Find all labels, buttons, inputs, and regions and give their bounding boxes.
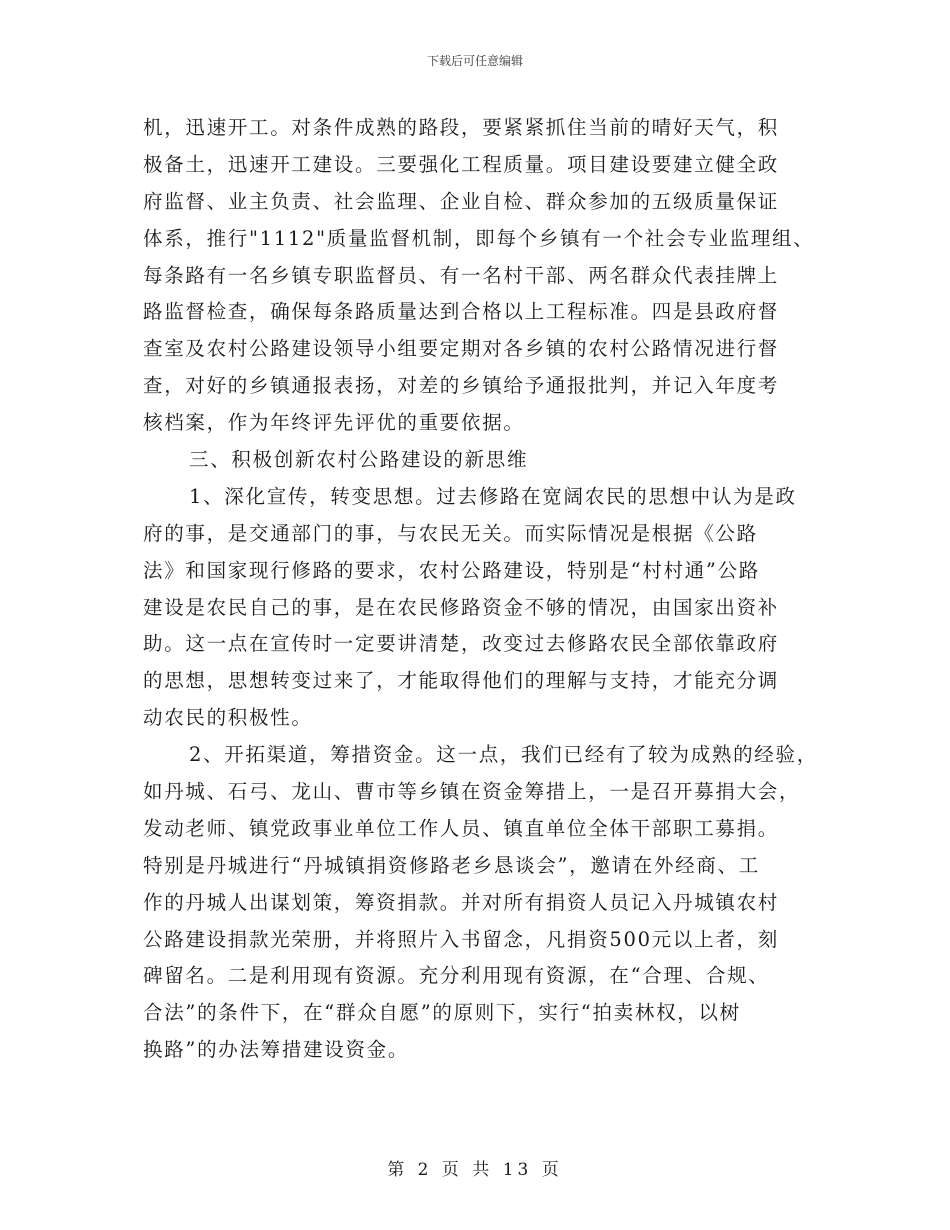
text-line: 每条路有一名乡镇专职监督员、有一名村干部、两名群众代表挂牌上 xyxy=(143,263,780,287)
text-line: 特别是丹城进行“丹城镇捐资修路老乡恳谈会”，邀请在外经商、工 xyxy=(143,853,760,877)
text-line: 府监督、业主负责、社会监理、企业自检、群众参加的五级质量保证 xyxy=(143,189,780,213)
page-footer: 第 2 页 共 13 页 xyxy=(387,1160,563,1180)
text-line: 建设是农民自己的事，是在农民修路资金不够的情况，由国家出资补 xyxy=(143,595,780,619)
text-line: 极备土，迅速开工建设。三要强化工程质量。项目建设要建立健全政 xyxy=(143,152,780,176)
text-line: 作的丹城人出谋划策，筹资捐款。并对所有捐资人员记入丹城镇农村 xyxy=(143,890,780,914)
document-body xyxy=(143,110,833,1069)
text-line: 合法”的条件下，在“群众自愿”的原则下，实行“拍卖林权，以树 xyxy=(143,1001,741,1025)
text-line: 碑留名。二是利用现有资源。充分利用现有资源，在“合理、合规、 xyxy=(143,964,770,988)
text-line: 机，迅速开工。对条件成熟的路段，要紧紧抓住当前的晴好天气，积 xyxy=(143,116,780,139)
text-line: 公路建设捐款光荣册，并将照片入书留念，凡捐资500元以上者，刻 xyxy=(143,927,779,951)
text-line: 换路”的办法筹措建设资金。 xyxy=(143,1038,410,1062)
text-line: 府的事，是交通部门的事，与农民无关。而实际情况是根据《公路 xyxy=(143,521,758,545)
text-line: 查，对好的乡镇通报表扬，对差的乡镇给予通报批判，并记入年度考 xyxy=(143,374,780,398)
text-line: 动农民的积极性。 xyxy=(143,706,313,730)
text-line: 发动老师、镇党政事业单位工作人员、镇直单位全体干部职工募捐。 xyxy=(143,816,780,840)
text-line: 2、开拓渠道，筹措资金。这一点，我们已经有了较为成熟的经验， xyxy=(189,743,818,767)
page-header: 下载后可任意编辑 xyxy=(426,54,523,68)
text-line: 路监督检查，确保每条路质量达到合格以上工程标准。四是县政府督 xyxy=(143,300,780,324)
text-line: 1、深化宣传，转变思想。过去修路在宽阔农民的思想中认为是政 xyxy=(189,484,797,508)
section-heading: 三、积极创新农村公路建设的新思维 xyxy=(189,448,529,472)
text-line: 的思想，思想转变过来了，才能取得他们的理解与支持，才能充分调 xyxy=(143,669,780,693)
text-line: 助。这一点在宣传时一定要讲清楚，改变过去修路农民全部依靠政府 xyxy=(143,632,780,656)
text-line: 查室及农村公路建设领导小组要定期对各乡镇的农村公路情况进行督 xyxy=(143,337,780,361)
text-line: 如丹城、石弓、龙山、曹市等乡镇在资金筹措上，一是召开募捐大会， xyxy=(143,780,801,804)
text-line: 核档案，作为年终评先评优的重要依据。 xyxy=(143,411,525,435)
text-line: 体系，推行"1112"质量监督机制，即每个乡镇有一个社会专业监理组、 xyxy=(143,226,815,250)
text-line: 法》和国家现行修路的要求，农村公路建设，特别是“村村通”公路 xyxy=(143,558,760,582)
